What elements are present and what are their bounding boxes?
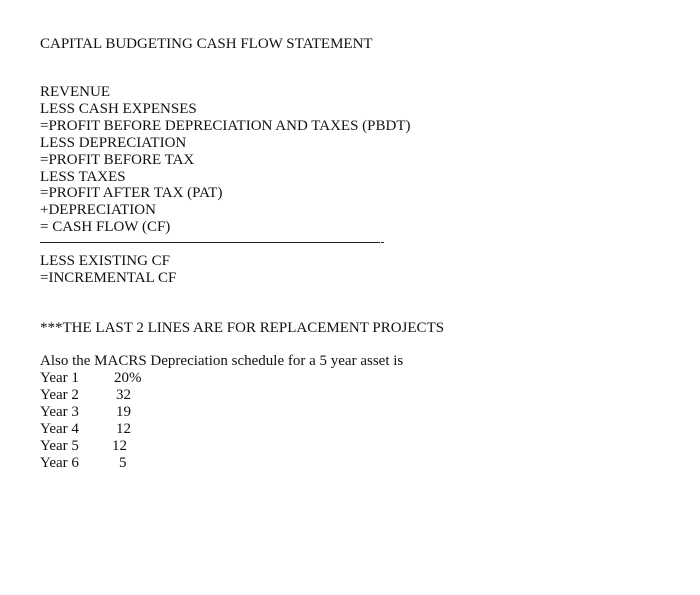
statement-line: LESS TAXES [40, 168, 126, 185]
year-cell: Year 5 [40, 437, 79, 454]
statement-line: =PROFIT BEFORE TAX [40, 151, 195, 168]
macrs-intro: Also the MACRS Depreciation schedule for a 5 year asset is [40, 352, 404, 369]
statement-line: REVENUE [40, 84, 110, 100]
rate-cell: 12 [112, 437, 127, 454]
statement-line: = CASH FLOW (CF) [40, 219, 171, 236]
table-row [40, 455, 142, 472]
macrs-schedule-table [40, 370, 142, 471]
divider-end-mark [381, 242, 384, 243]
statement-line: LESS CASH EXPENSES [40, 100, 197, 117]
table-row [40, 387, 142, 404]
rate-cell: 12 [116, 420, 131, 437]
year-cell: Year 3 [40, 403, 79, 420]
replacement-line: =INCREMENTAL CF [40, 270, 177, 287]
statement-line: +DEPRECIATION [40, 202, 156, 219]
statement-line: =PROFIT BEFORE DEPRECIATION AND TAXES (PBDT) [40, 117, 411, 134]
year-cell: Year 4 [40, 420, 79, 437]
page-title: CAPITAL BUDGETING CASH FLOW STATEMENT [40, 36, 373, 52]
statement-line: LESS DEPRECIATION [40, 134, 187, 151]
rate-cell: 5 [119, 454, 127, 471]
cash-flow-statement [40, 84, 680, 287]
table-row [40, 404, 142, 421]
year-cell: Year 1 [40, 369, 79, 386]
divider-line [40, 242, 380, 243]
year-cell: Year 2 [40, 386, 79, 403]
statement-line: =PROFIT AFTER TAX (PAT) [40, 185, 223, 202]
replacement-note: ***THE LAST 2 LINES ARE FOR REPLACEMENT PROJECTS [40, 319, 445, 336]
rate-cell: 32 [116, 386, 131, 403]
rate-cell: 19 [116, 403, 131, 420]
document-body [40, 34, 680, 471]
year-cell: Year 6 [40, 454, 79, 471]
table-row [40, 421, 142, 438]
table-row [40, 370, 142, 387]
replacement-line: LESS EXISTING CF [40, 253, 171, 270]
table-row [40, 438, 142, 455]
rate-cell: 20% [114, 369, 142, 386]
